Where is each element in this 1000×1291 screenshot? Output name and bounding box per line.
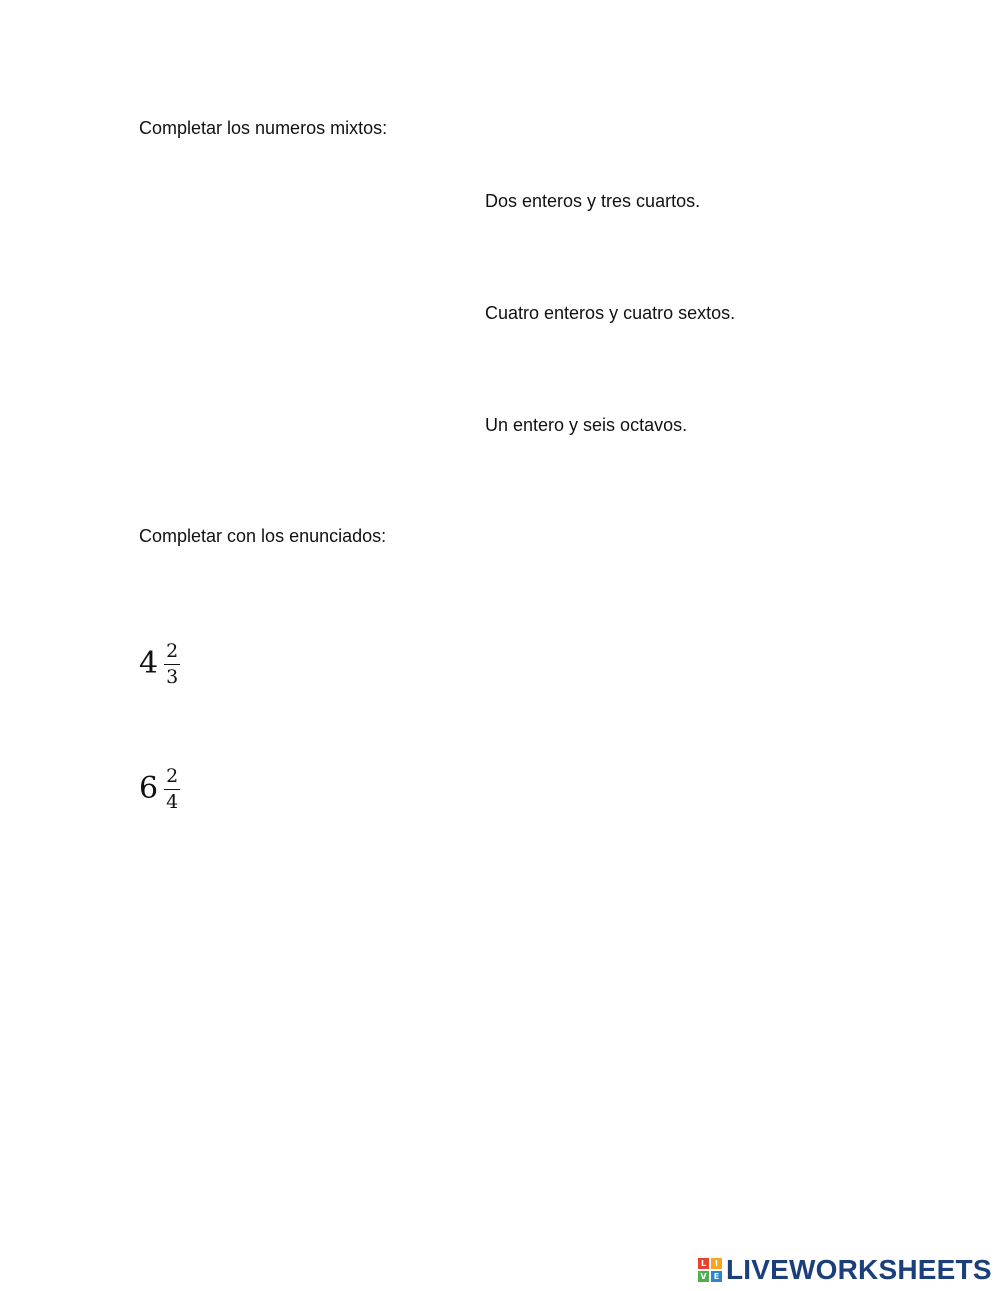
sentence-item-2: Cuatro enteros y cuatro sextos. xyxy=(485,303,736,323)
numerator: 2 xyxy=(164,640,180,665)
denominator: 4 xyxy=(166,791,179,813)
liveworksheets-logo xyxy=(698,1255,992,1285)
logo-cell-i: I xyxy=(711,1258,722,1269)
numerator: 2 xyxy=(164,765,180,790)
section-title-mixed-numbers: Completar los numeros mixtos: xyxy=(139,118,388,138)
denominator: 3 xyxy=(166,666,179,688)
mixed-number-1 xyxy=(139,640,180,688)
logo-icon xyxy=(698,1258,722,1282)
fraction xyxy=(164,765,180,813)
logo-cell-l: L xyxy=(698,1258,709,1269)
fraction xyxy=(164,640,180,688)
logo-wordmark: LIVEWORKSHEETS xyxy=(726,1254,992,1285)
whole-part: 4 xyxy=(139,646,159,681)
mixed-number-2 xyxy=(139,765,180,813)
logo-cell-e: E xyxy=(711,1271,722,1282)
whole-part: 6 xyxy=(139,771,159,806)
section-title-statements: Completar con los enunciados: xyxy=(139,526,387,546)
logo-cell-v: V xyxy=(698,1271,709,1282)
sentence-item-3: Un entero y seis octavos. xyxy=(485,415,688,435)
sentence-item-1: Dos enteros y tres cuartos. xyxy=(485,191,701,211)
